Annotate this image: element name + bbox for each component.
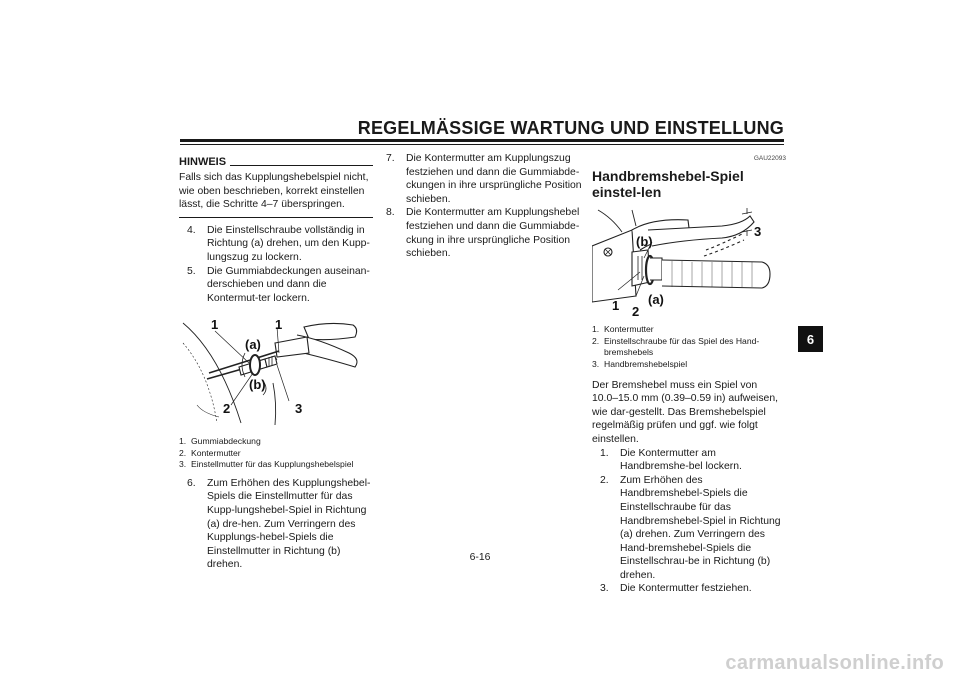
figure-label-a: (a): [245, 337, 261, 353]
reference-code: GAU22093: [753, 155, 786, 162]
figure-label-b: (b): [636, 233, 653, 249]
clutch-lever-illustration: [179, 313, 377, 431]
figure-label-1b: 1: [275, 317, 283, 333]
list-item: 8. Die Kontermutter am Kupplungshebel festziehen und dann die Gummiabde-ckung in ihre ursprüngliche Position schieben.: [386, 207, 580, 260]
brake-figure: [592, 206, 786, 325]
list-item: 7. Die Kontermutter am Kupplungszug festziehen und dann die Gummiabde-ckungen in ihre ursprüngliche Position schieben.: [386, 153, 582, 205]
legend-item: 2. Einstellschraube für das Spiel des Hand-bremshebels: [592, 335, 760, 358]
list-item: 6. Zum Erhöhen des Kupplungshebel-Spiels die Einstellmutter für das Kupp-lungshebel-Spiel in Richtung (a) dre-hen. Zum Verringern des Kupplungs-hebel-Spiels die Einstellmutter in Richtung (b) drehen.: [187, 477, 371, 571]
figure-legend: [592, 324, 786, 370]
body-paragraph: Der Bremshebel muss ein Spiel von 10.0–15.0 mm (0.39–0.59 in) aufweisen, wie dar-gestellt. Das Bremshebelspiel regelmäßig prüfen und ggf. wie folgt einstellen.: [592, 379, 778, 445]
figure-label-b: (b): [249, 377, 266, 393]
figure-label-3: 3: [295, 401, 303, 417]
legend-item: 1. Gummiabdeckung: [179, 435, 261, 446]
legend-item: 2. Kontermutter: [179, 447, 241, 458]
figure-label-1: 1: [211, 317, 219, 333]
figure-label-2: 2: [223, 401, 231, 417]
steps-list: [600, 447, 786, 597]
list-item: 3. Die Kontermutter festziehen.: [600, 583, 752, 595]
steps-list: [187, 224, 377, 306]
column-right: [592, 152, 786, 596]
clutch-figure: [179, 313, 377, 436]
note-label: HINWEIS: [179, 156, 227, 168]
figure-label-3: 3: [754, 223, 762, 239]
legend-item: 3. Handbremshebelspiel: [592, 358, 688, 369]
page-number: 6-16: [469, 552, 491, 563]
section-tab: 6: [798, 326, 823, 352]
figure-label-a: (a): [648, 291, 664, 307]
note-end-rule: [179, 217, 373, 218]
figure-label-2: 2: [632, 303, 640, 319]
header-rule: [180, 139, 784, 142]
brake-lever-illustration: [592, 206, 786, 320]
page-title: REGELMÄSSIGE WARTUNG UND EINSTELLUNG: [357, 118, 784, 138]
list-item: 1. Die Kontermutter am Handbremshe-bel lockern.: [600, 447, 742, 473]
list-item: 4. Die Einstellschraube vollständig in Richtung (a) drehen, um den Kupp-lungszug zu lockern.: [187, 224, 370, 263]
section-title: Handbremshebel-Spiel einstel-len: [592, 167, 744, 200]
note-text: Falls sich das Kupplungshebelspiel nicht, wie oben beschrieben, korrekt einstellen lässt, die Schritte 4–7 überspringen.: [179, 172, 369, 211]
column-left: [179, 152, 377, 572]
steps-list: [386, 152, 582, 261]
figure-legend: [179, 436, 377, 471]
note-rule: [230, 165, 373, 166]
column-middle: [386, 152, 582, 261]
legend-item: 1. Kontermutter: [592, 324, 654, 335]
figure-label-1: 1: [612, 297, 620, 313]
legend-item: 3. Einstellmutter für das Kupplungshebelspiel: [179, 459, 354, 470]
list-item: 5. Die Gummiabdeckungen auseinan-derschieben und dann die Kontermut-ter lockern.: [187, 265, 370, 304]
list-item: 2. Zum Erhöhen des Handbremshebel-Spiels die Einstellschraube für das Handbremshebel-Spiel in Richtung (a) drehen. Zum Verringern des Hand-bremshebel-Spiels die Einstellschrau-be in Richtung (b) drehen.: [600, 474, 781, 581]
header-rule-thin: [180, 144, 784, 145]
note-heading: [179, 156, 377, 168]
watermark: carmanualsonline.info: [725, 652, 944, 674]
